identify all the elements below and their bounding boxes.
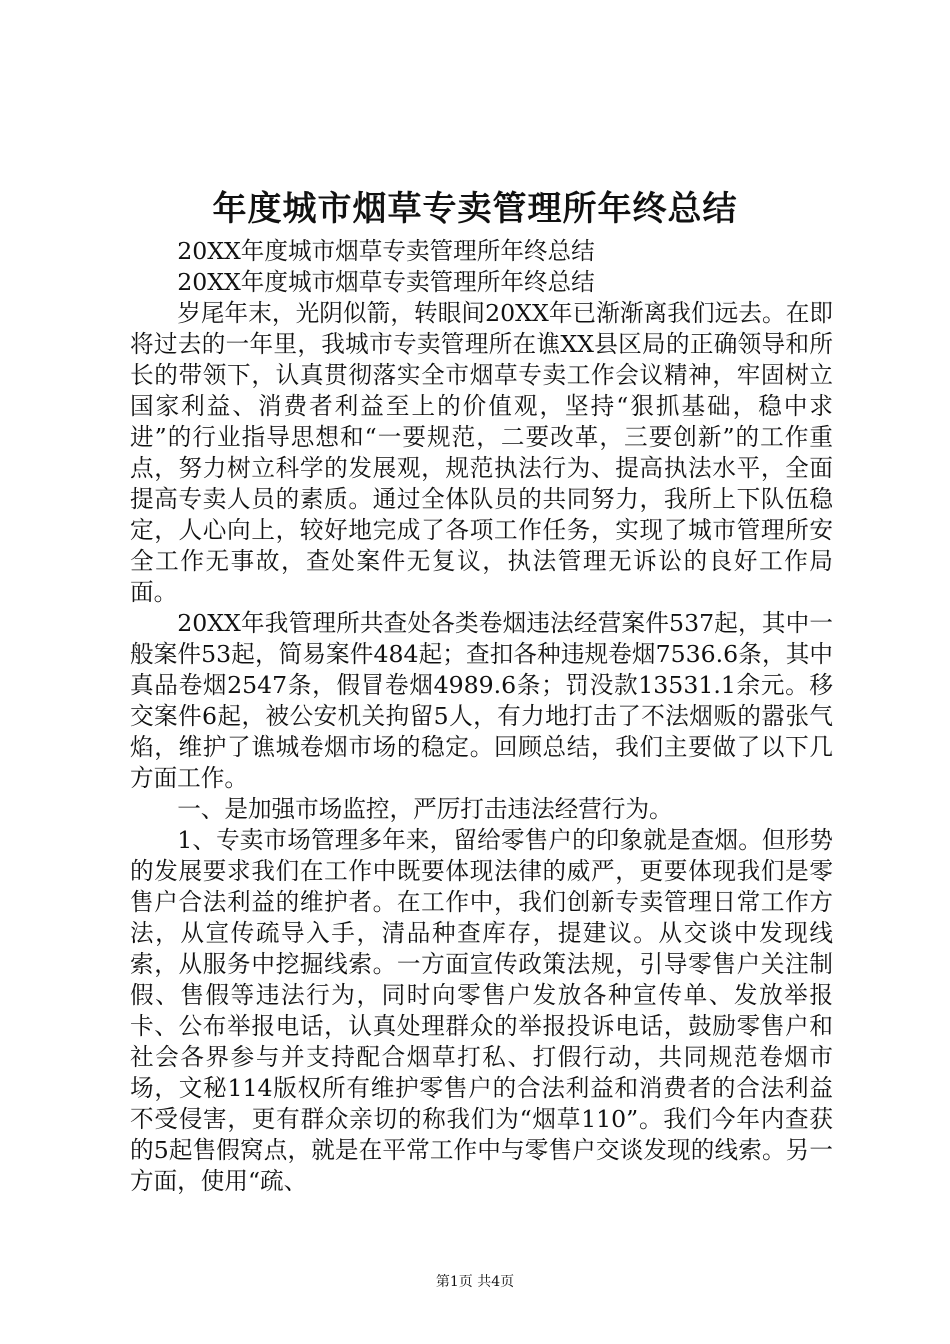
body-paragraph: 岁尾年末，光阴似箭，转眼间20XX年已渐渐离我们远去。在即将过去的一年里，我城市专卖管理所在谯XX县区局的正确领导和所长的带领下，认真贯彻落实全市烟草专卖工作会议精神，牢固树立国家利益、消费者利益至上的价值观，坚持“狠抓基础，稳中求进”的行业指导思想和“一要规范，二要改革，三要创新”的工作重点，努力树立科学的发展观，规范执法行为、提高执法水平，全面提高专卖人员的素质。通过全体队员的共同努力，我所上下队伍稳定，人心向上，较好地完成了各项工作任务，实现了城市管理所安全工作无事故，查处案件无复议，执法管理无诉讼的良好工作局面。: [130, 299, 833, 606]
body-paragraph: 20XX年度城市烟草专卖管理所年终总结: [177, 237, 595, 265]
document-body: [130, 236, 833, 1197]
document-title: 年度城市烟草专卖管理所年终总结: [212, 189, 738, 229]
body-paragraph: 20XX年度城市烟草专卖管理所年终总结: [177, 268, 595, 296]
page-footer: [0, 1272, 950, 1292]
section-heading: 一、是加强市场监控，严厉打击违法经营行为。: [177, 795, 673, 823]
page-number: 第1页 共4页: [435, 1274, 515, 1290]
body-paragraph: 20XX年我管理所共查处各类卷烟违法经营案件537起，其中一般案件53起，简易案件484起；查扣各种违规卷烟7536.6条，其中真品卷烟2547条，假冒卷烟4989.6条；罚没款13531.1余元。移交案件6起，被公安机关拘留5人，有力地打击了不法烟贩的嚣张气焰，维护了谯城卷烟市场的稳定。回顾总结，我们主要做了以下几方面工作。: [130, 609, 833, 792]
body-paragraph: 1、专卖市场管理多年来，留给零售户的印象就是查烟。但形势的发展要求我们在工作中既要体现法律的威严，更要体现我们是零售户合法利益的维护者。在工作中，我们创新专卖管理日常工作方法，从宣传疏导入手，清品种查库存，提建议。从交谈中发现线索，从服务中挖掘线索。一方面宣传政策法规，引导零售户关注制假、售假等违法行为，同时向零售户发放各种宣传单、发放举报卡、公布举报电话，认真处理群众的举报投诉电话，鼓励零售户和社会各界参与并支持配合烟草打私、打假行动，共同规范卷烟市场，文秘114版权所有维护零售户的合法利益和消费者的合法利益不受侵害，更有群众亲切的称我们为“烟草110”。我们今年内查获的5起售假窝点，就是在平常工作中与零售户交谈发现的线索。另一方面，使用“疏、: [130, 826, 833, 1195]
